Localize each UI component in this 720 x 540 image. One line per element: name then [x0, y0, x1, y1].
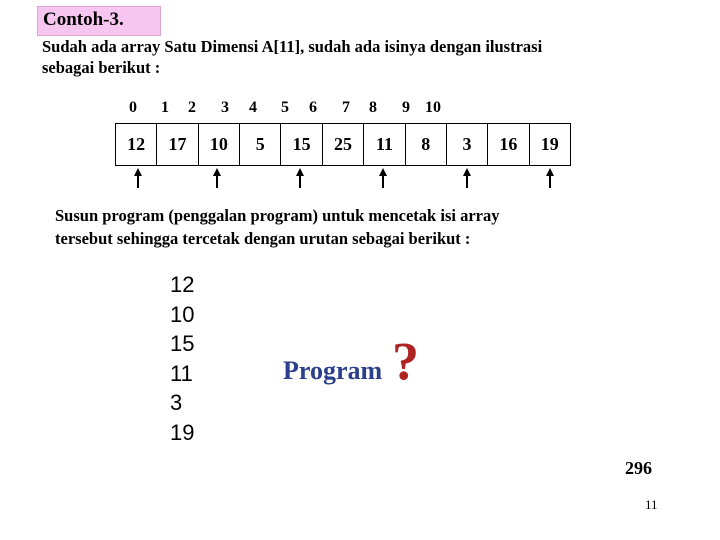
- array-index: 3: [221, 99, 229, 116]
- program-label: Program: [283, 356, 383, 385]
- array-index: 6: [309, 99, 317, 116]
- page-number: 11: [645, 497, 658, 512]
- array-index: 2: [188, 99, 196, 116]
- up-arrow-icon: [545, 168, 555, 188]
- task-line-1: Susun program (penggalan program) untuk mencetak isi array: [55, 206, 500, 225]
- array-index: 8: [369, 99, 377, 116]
- array-cell: 11: [364, 124, 405, 165]
- intro-line-2: sebagai berikut :: [42, 58, 161, 77]
- array-cell: 16: [488, 124, 529, 165]
- intro-line-1: Sudah ada array Satu Dimensi A[11], sudah ada isinya dengan ilustrasi: [42, 37, 543, 56]
- task-line-2: tersebut sehingga tercetak dengan urutan sebagai berikut :: [55, 229, 471, 248]
- output-line: 15: [170, 331, 195, 356]
- up-arrow-icon: [378, 168, 388, 188]
- question-mark: ?: [392, 331, 419, 391]
- array-cell: 8: [406, 124, 447, 165]
- array-index: 4: [249, 99, 257, 116]
- up-arrow-icon: [133, 168, 143, 188]
- output-line: 12: [170, 272, 195, 297]
- array-box: [115, 123, 571, 166]
- up-arrow-icon: [462, 168, 472, 188]
- array-index: 9: [402, 99, 410, 116]
- intro-text: [42, 36, 642, 78]
- array-cell: 10: [199, 124, 240, 165]
- up-arrow-icon: [295, 168, 305, 188]
- up-arrow-icon: [212, 168, 222, 188]
- array-cell: 5: [240, 124, 281, 165]
- expected-output: [170, 270, 194, 447]
- output-line: 19: [170, 419, 195, 445]
- task-text: [55, 204, 675, 250]
- array-cell: 3: [447, 124, 488, 165]
- output-line: 3: [170, 390, 183, 415]
- array-index: 1: [161, 99, 169, 116]
- array-index: 0: [129, 99, 137, 116]
- output-line: 11: [170, 360, 193, 386]
- array-index: 5: [281, 99, 289, 116]
- array-cell: 12: [116, 124, 157, 165]
- array-index: 10: [425, 99, 441, 116]
- array-cell: 25: [323, 124, 364, 165]
- array-index: 7: [342, 99, 350, 116]
- output-line: 10: [170, 301, 195, 327]
- array-cell: 19: [540, 134, 559, 154]
- slide-title: Contoh-3.: [43, 9, 124, 30]
- slide-code-number: 296: [625, 458, 652, 478]
- array-cell: 17: [157, 124, 198, 165]
- array-cell: 15: [281, 124, 322, 165]
